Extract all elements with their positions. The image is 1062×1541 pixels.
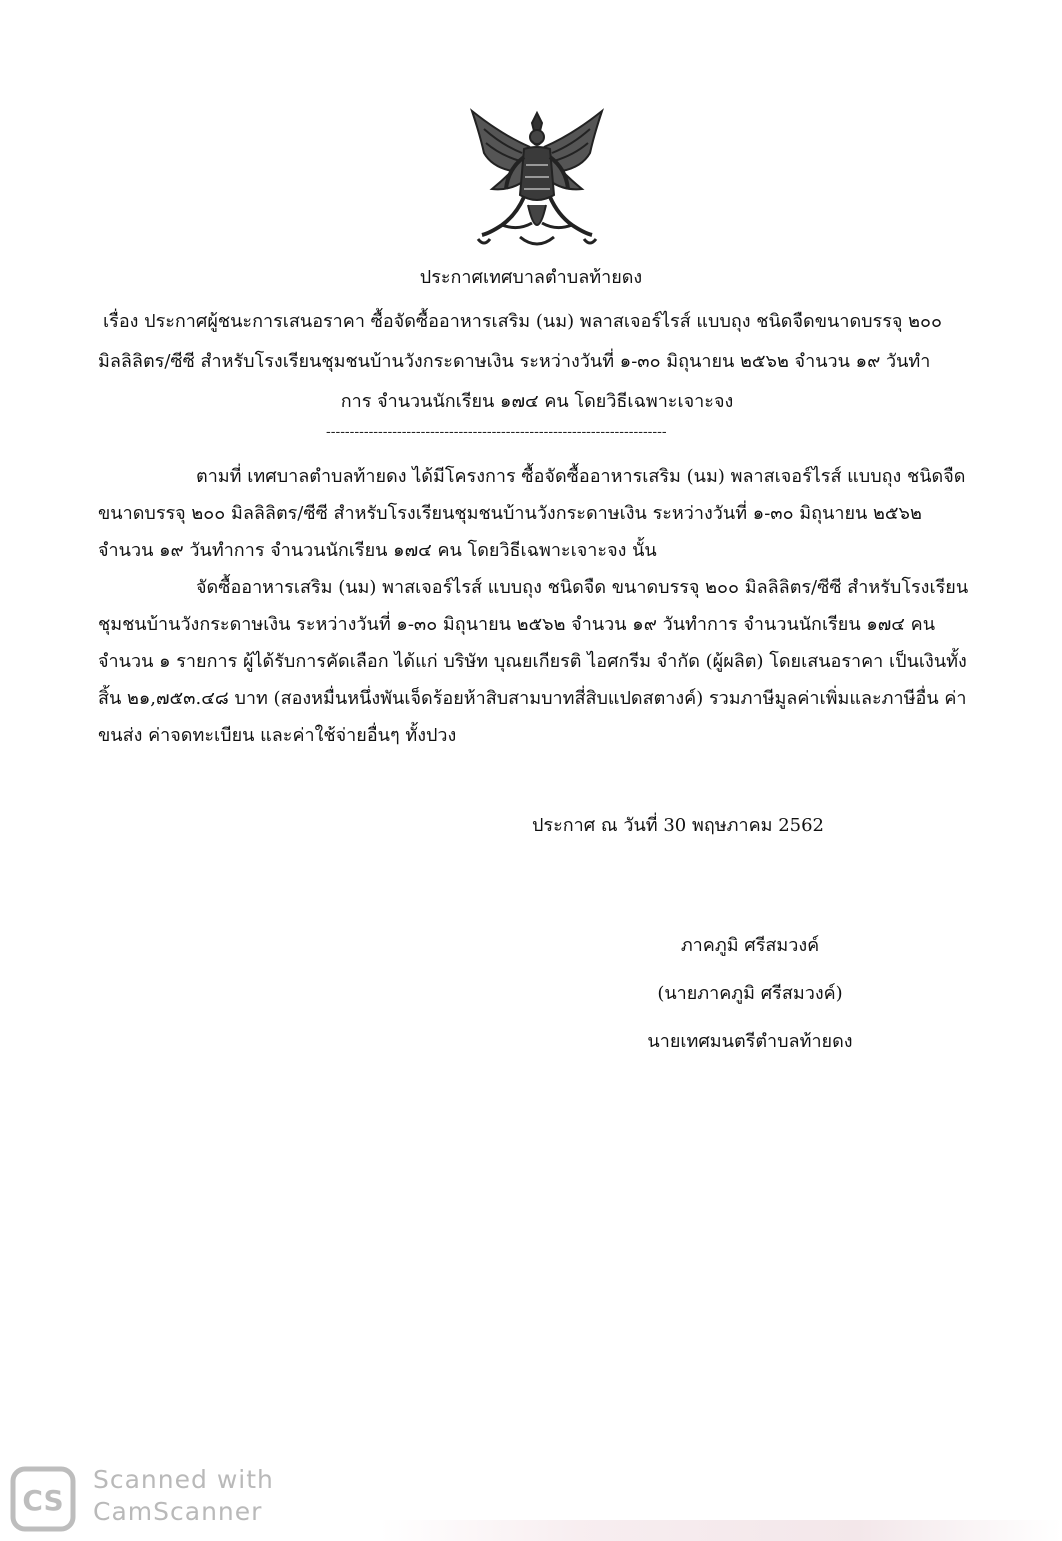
paragraph-2-line: จัดซื้ออาหารเสริม (นม) พาสเจอร์ไรส์ แบบถุง ชนิดจืด ขนาดบรรจุ ๒๐๐ มิลลิลิตร/ซีซี สำหรับโรงเรียน [196, 577, 969, 598]
camscanner-logo-text: CS [22, 1484, 64, 1517]
subject-line: การ จำนวนนักเรียน ๑๗๔ คน โดยวิธีเฉพาะเจาะจง [340, 391, 734, 412]
paragraph-1-line: จำนวน ๑๙ วันทำการ จำนวนนักเรียน ๑๗๔ คน โดยวิธีเฉพาะเจาะจง นั้น [98, 540, 657, 561]
paragraph-2-line: ชุมชนบ้านวังกระดาษเงิน ระหว่างวันที่ ๑-๓๐ มิถุนายน ๒๕๖๒ จำนวน ๑๙ วันทำการ จำนวนนักเรียน ๑๗๔ คน [98, 614, 935, 635]
scanner-watermark [93, 1464, 274, 1528]
signer-name: ภาคภูมิ ศรีสมวงค์ [680, 935, 820, 956]
separator-line: ------------------------------------------------------------------------ [326, 424, 667, 440]
scan-edge-artifact [380, 1520, 1062, 1541]
paragraph-2-line: ขนส่ง ค่าจดทะเบียน และค่าใช้จ่ายอื่นๆ ทั้งปวง [98, 725, 457, 746]
subject-line: เรื่อง ประกาศผู้ชนะการเสนอราคา ซื้อจัดซื้ออาหารเสริม (นม) พลาสเจอร์ไรส์ แบบถุง ชนิดจืดขนาดบรรจุ ๒๐๐ [103, 311, 943, 332]
subject-line: มิลลิลิตร/ซีซี สำหรับโรงเรียนชุมชนบ้านวังกระดาษเงิน ระหว่างวันที่ ๑-๓๐ มิถุนายน ๒๕๖๒ จำนวน ๑๙ วันทำ [98, 351, 931, 372]
announcement-body [98, 458, 978, 754]
camscanner-logo-icon [10, 1466, 76, 1532]
garuda-emblem-icon [462, 105, 612, 255]
paragraph-1-line: ขนาดบรรจุ ๒๐๐ มิลลิลิตร/ซีซี สำหรับโรงเรียนชุมชนบ้านวังกระดาษเงิน ระหว่างวันที่ ๑-๓๐ มิถุนายน ๒๕๖๒ [98, 503, 922, 524]
signer-full-name: (นายภาคภูมิ ศรีสมวงค์) [657, 983, 843, 1004]
signature-block [560, 922, 940, 1066]
paragraph-1-line: ตามที่ เทศบาลตำบลท้ายดง ได้มีโครงการ ซื้อจัดซื้ออาหารเสริม (นม) พลาสเจอร์ไรส์ แบบถุง ชนิดจืด [196, 466, 966, 487]
watermark-line-2: CamScanner [93, 1497, 263, 1526]
paragraph-2-line: จำนวน ๑ รายการ ผู้ได้รับการคัดเลือก ได้แก่ บริษัท บุณยเกียรติ ไอศกรีม จำกัด (ผู้ผลิต) โดยเสนอราคา เป็นเงินทั้ง [98, 651, 967, 672]
announcement-date: ประกาศ ณ วันที่ 30 พฤษภาคม 2562 [532, 815, 824, 836]
signer-position: นายเทศมนตรีตำบลท้ายดง [647, 1031, 853, 1052]
paragraph-2-line: สิ้น ๒๑,๗๕๓.๔๘ บาท (สองหมื่นหนึ่งพันเจ็ดร้อยห้าสิบสามบาทสี่สิบแปดสตางค์) รวมภาษีมูลค่าเพิ่มและภาษีอื่น ค่า [98, 688, 967, 709]
watermark-line-1: Scanned with [93, 1465, 274, 1494]
subject-block [98, 302, 976, 422]
announcement-title: ประกาศเทศบาลตำบลท้ายดง [419, 267, 643, 288]
